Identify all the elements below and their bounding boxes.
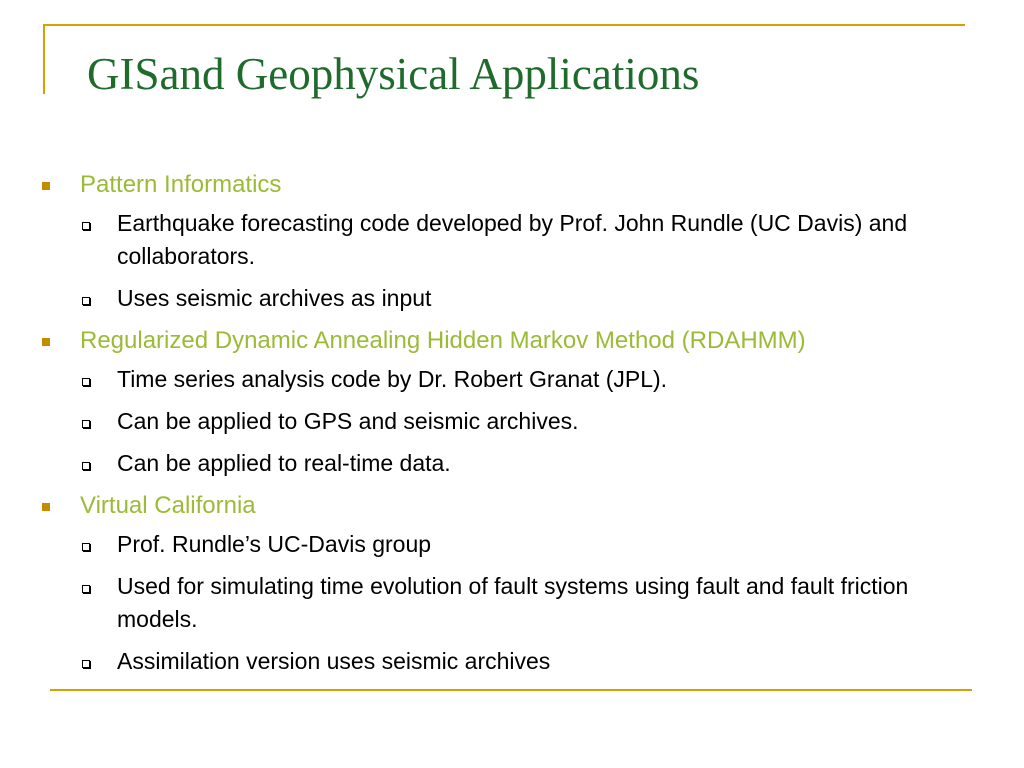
- sub-bullet-text: Used for simulating time evolution of fault systems using fault and fault friction models.: [117, 573, 909, 632]
- sub-bullet-item: [40, 282, 990, 315]
- sub-bullet-item: [40, 405, 990, 438]
- sub-bullet-text: Assimilation version uses seismic archives: [117, 648, 551, 674]
- sub-bullet-item: [40, 363, 990, 396]
- top-frame-line: [43, 24, 965, 26]
- square-bullet-icon: [42, 182, 50, 190]
- bullet-label: Regularized Dynamic Annealing Hidden Markov Method (RDAHMM): [80, 327, 806, 354]
- sub-bullet-item: [40, 447, 990, 480]
- hollow-square-bullet-icon: [82, 420, 90, 428]
- bullet-label: Pattern Informatics: [80, 171, 282, 198]
- hollow-square-bullet-icon: [82, 585, 90, 593]
- sub-bullet-item: [40, 207, 990, 273]
- sub-bullet-text: Earthquake forecasting code developed by Prof. John Rundle (UC Davis) and collaborators.: [117, 210, 908, 269]
- hollow-square-bullet-icon: [82, 378, 90, 386]
- sub-bullet-item: [40, 570, 990, 636]
- sub-bullet-item: [40, 645, 990, 678]
- hollow-square-bullet-icon: [82, 660, 90, 668]
- sub-bullet-text: Can be applied to GPS and seismic archives.: [117, 408, 579, 434]
- sub-bullet-text: Prof. Rundle’s UC-Davis group: [117, 531, 432, 557]
- hollow-square-bullet-icon: [82, 543, 90, 551]
- bottom-frame-line: [50, 689, 972, 691]
- slide-title: GISand Geophysical Applications: [87, 49, 700, 99]
- bullet-list: [40, 168, 990, 687]
- sub-bullet-text: Uses seismic archives as input: [117, 285, 432, 311]
- bullet-item-pattern-informatics: [40, 168, 990, 202]
- square-bullet-icon: [42, 338, 50, 346]
- bullet-label: Virtual California: [80, 492, 256, 519]
- square-bullet-icon: [42, 503, 50, 511]
- sub-bullet-text: Can be applied to real-time data.: [117, 450, 451, 476]
- bullet-item-rdahmm: [40, 324, 990, 358]
- bullet-item-virtual-california: [40, 489, 990, 523]
- left-frame-line: [43, 24, 45, 94]
- sub-bullet-text: Time series analysis code by Dr. Robert Granat (JPL).: [117, 366, 668, 392]
- sub-bullet-item: [40, 528, 990, 561]
- hollow-square-bullet-icon: [82, 462, 90, 470]
- hollow-square-bullet-icon: [82, 222, 90, 230]
- hollow-square-bullet-icon: [82, 297, 90, 305]
